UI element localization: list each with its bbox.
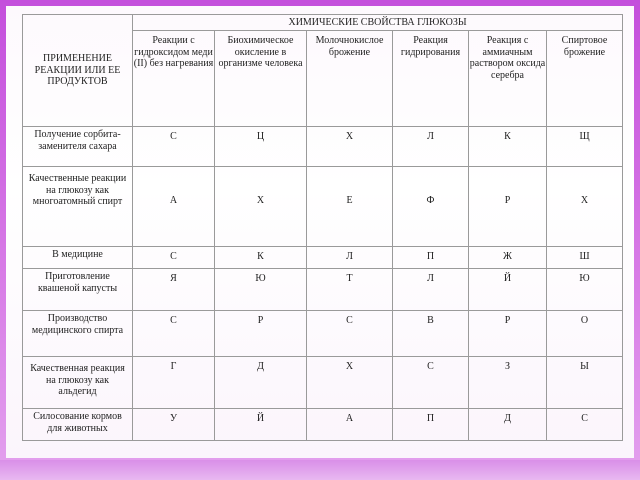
table-cell: Т xyxy=(307,269,393,311)
table-cell: С xyxy=(133,127,215,167)
table-row xyxy=(23,167,623,247)
main-column-header: ХИМИЧЕСКИЕ СВОЙСТВА ГЛЮКОЗЫ xyxy=(133,15,623,31)
column-header-biochemical-oxidation: Биохимическое окисление в организме человека xyxy=(215,31,307,127)
table-row xyxy=(23,357,623,409)
table-cell: Ж xyxy=(469,247,547,269)
table-cell: Л xyxy=(393,127,469,167)
table-cell: Х xyxy=(215,167,307,247)
table-cell: Е xyxy=(307,167,393,247)
table-row xyxy=(23,409,623,441)
row-header: Силосование кормов для животных xyxy=(23,409,133,441)
table-cell: Р xyxy=(215,311,307,357)
table-row xyxy=(23,311,623,357)
table-cell: С xyxy=(307,311,393,357)
table-cell: Ф xyxy=(393,167,469,247)
table-cell: Й xyxy=(469,269,547,311)
table-corner-header: ПРИМЕНЕНИЕ РЕАКЦИИ ИЛИ ЕЕ ПРОДУКТОВ xyxy=(23,15,133,127)
table-cell: Л xyxy=(393,269,469,311)
table-cell: У xyxy=(133,409,215,441)
table-cell: Д xyxy=(215,357,307,409)
table-cell: Ы xyxy=(547,357,623,409)
table-cell: Х xyxy=(307,127,393,167)
table-cell: Й xyxy=(215,409,307,441)
table-cell: П xyxy=(393,247,469,269)
table-cell: З xyxy=(469,357,547,409)
table-cell: Х xyxy=(307,357,393,409)
table-cell: Х xyxy=(547,167,623,247)
table-cell: А xyxy=(133,167,215,247)
table-cell: А xyxy=(307,409,393,441)
table-cell: Г xyxy=(133,357,215,409)
bottom-strip xyxy=(0,460,640,480)
table-row xyxy=(23,269,623,311)
table-cell: Ю xyxy=(215,269,307,311)
table-cell: Ю xyxy=(547,269,623,311)
column-header-lactic-fermentation: Молочнокислое брожение xyxy=(307,31,393,127)
table-cell: С xyxy=(547,409,623,441)
row-header: Приготовление квашеной капусты xyxy=(23,269,133,311)
table-cell: К xyxy=(469,127,547,167)
column-header-silver-mirror: Реакция с аммиачным раствором оксида серебра xyxy=(469,31,547,127)
table-cell: С xyxy=(393,357,469,409)
table-cell: Л xyxy=(307,247,393,269)
column-header-alcoholic-fermentation: Спиртовое брожение xyxy=(547,31,623,127)
table-cell: О xyxy=(547,311,623,357)
column-header-hydrogenation: Реакция гидрирования xyxy=(393,31,469,127)
table-cell: В xyxy=(393,311,469,357)
table-cell: Я xyxy=(133,269,215,311)
table-cell: Р xyxy=(469,311,547,357)
table-row xyxy=(23,247,623,269)
table-cell: Ц xyxy=(215,127,307,167)
table-cell: С xyxy=(133,247,215,269)
table-cell: К xyxy=(215,247,307,269)
table-row xyxy=(23,127,623,167)
table-cell: Д xyxy=(469,409,547,441)
row-header: Производство медицинского спирта xyxy=(23,311,133,357)
row-header: Получение сорбита-заменителя сахара xyxy=(23,127,133,167)
table-cell: Щ xyxy=(547,127,623,167)
row-header: Качественные реакции на глюкозу как многоатомный спирт xyxy=(23,167,133,247)
glucose-properties-table xyxy=(22,14,623,441)
row-header: В медицине xyxy=(23,247,133,269)
row-header: Качественная реакция на глюкозу как альдегид xyxy=(23,357,133,409)
table-cell: П xyxy=(393,409,469,441)
table-cell: Р xyxy=(469,167,547,247)
table-cell: Ш xyxy=(547,247,623,269)
column-header-copper-hydroxide: Реакции с гидроксидом меди (II) без нагревания xyxy=(133,31,215,127)
table-cell: С xyxy=(133,311,215,357)
